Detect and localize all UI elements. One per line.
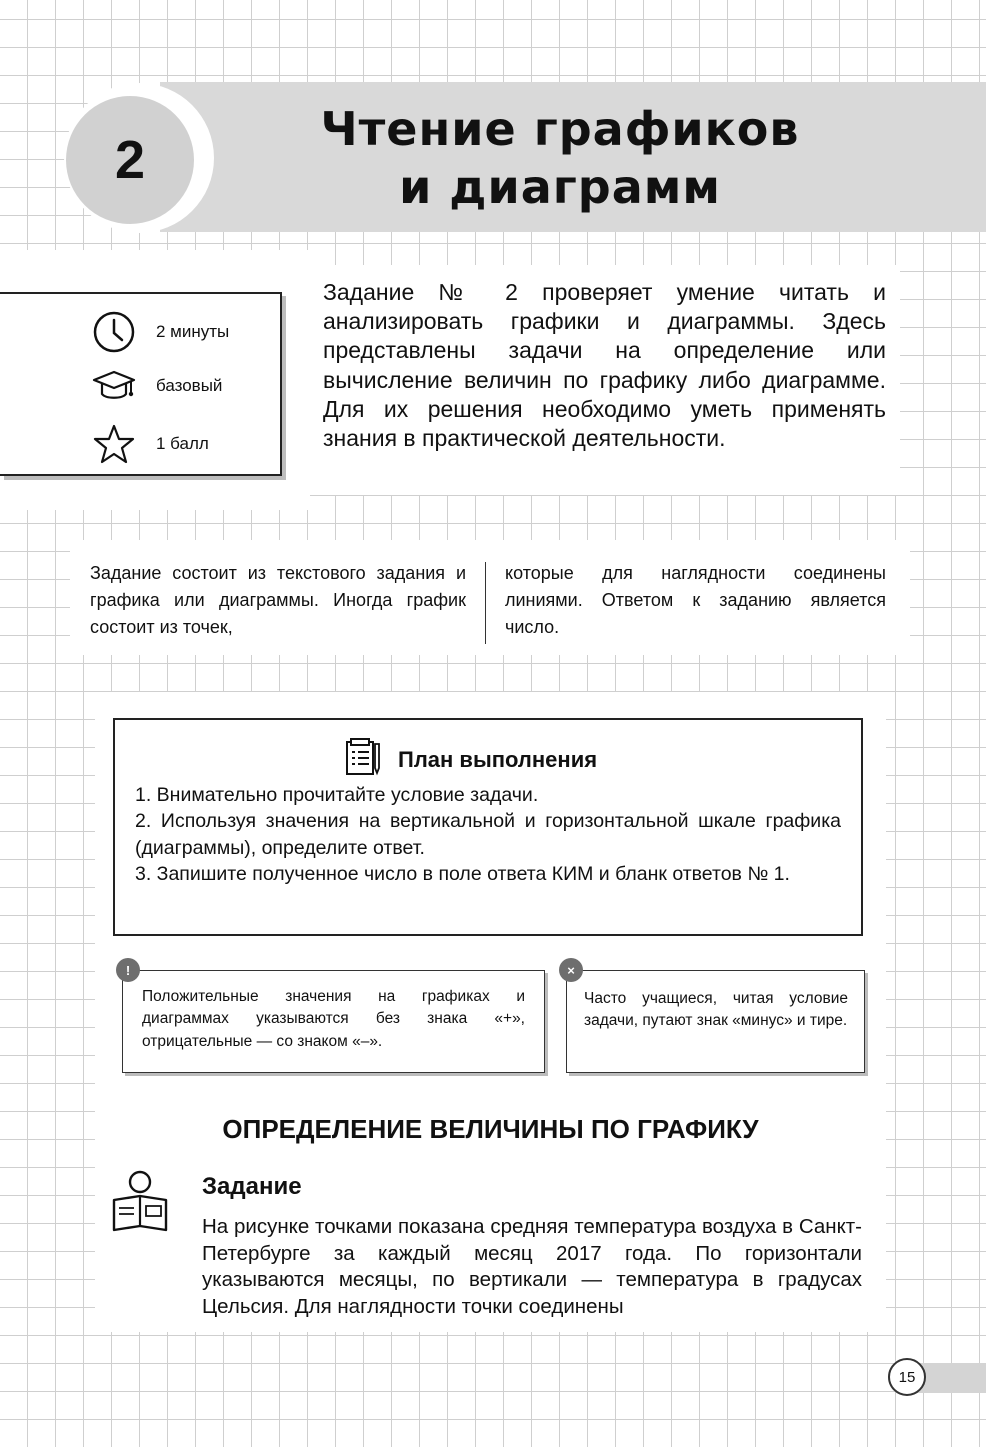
intro-text: Задание № 2 проверяет умение читать и анализировать графики и диаграммы. Здесь представлены задачи на определение или вычисление величин по графику либо диаграмме. Для их решения необходимо уметь применять знания в практической деятельности. [323,279,886,452]
page-title-line2: и диаграмм [399,160,721,214]
important-note-text: Положительные значения на графиках и диаграммах указываются без знака «+», отрицательные — со знаком «–». [142,988,525,1050]
exclamation-icon: ! [116,958,140,982]
clock-icon [92,310,136,354]
graduation-cap-icon [92,368,136,404]
reading-person-icon [108,1170,172,1241]
column-divider [485,562,486,644]
info-time-row [92,310,229,354]
plan-heading [344,738,597,782]
info-level-row [92,368,222,404]
plan-step: 2. Используя значения на вертикальной и горизонтальной шкале графика (диаграммы), определите ответ. [135,810,841,859]
info-points-row [92,422,209,466]
page-title [240,100,880,216]
task-text: На рисунке точками показана средняя температура воздуха в Санкт-Петербурге за каждый месяц 2017 года. По горизонтали указываются месяцы, по вертикали — температура в градусах Цельсия. Для наглядности точки соединены [202,1215,862,1318]
page-title-line1: Чтение графиков [320,102,800,156]
plan-step: 3. Запишите полученное число в поле ответа КИМ и бланк ответов № 1. [135,862,790,885]
plan-heading-text: План выполнения [398,747,598,772]
task-heading: Задание [202,1173,302,1200]
star-icon [92,422,136,466]
cross-icon: × [559,958,583,982]
plan-steps [135,782,841,887]
task-info-box [0,292,282,476]
section-title: ОПРЕДЕЛЕНИЕ ВЕЛИЧИНЫ ПО ГРАФИКУ [222,1114,759,1144]
checklist-icon [344,738,384,782]
description-col2: которые для наглядности соединены линиями. Ответом к заданию является число. [505,563,886,637]
info-points: 1 балл [156,434,209,453]
description-col1: Задание состоит из текстового задания и графика или диаграммы. Иногда график состоит из точек, [90,563,466,637]
info-level: базовый [156,376,223,395]
info-time: 2 минуты [156,322,230,341]
plan-step: 1. Внимательно прочитайте условие задачи. [135,784,539,806]
chapter-number: 2 [66,96,194,224]
page-number: 15 [888,1358,926,1396]
mistake-note-text: Часто учащиеся, читая условие задачи, путают знак «минус» и тире. [584,990,848,1030]
